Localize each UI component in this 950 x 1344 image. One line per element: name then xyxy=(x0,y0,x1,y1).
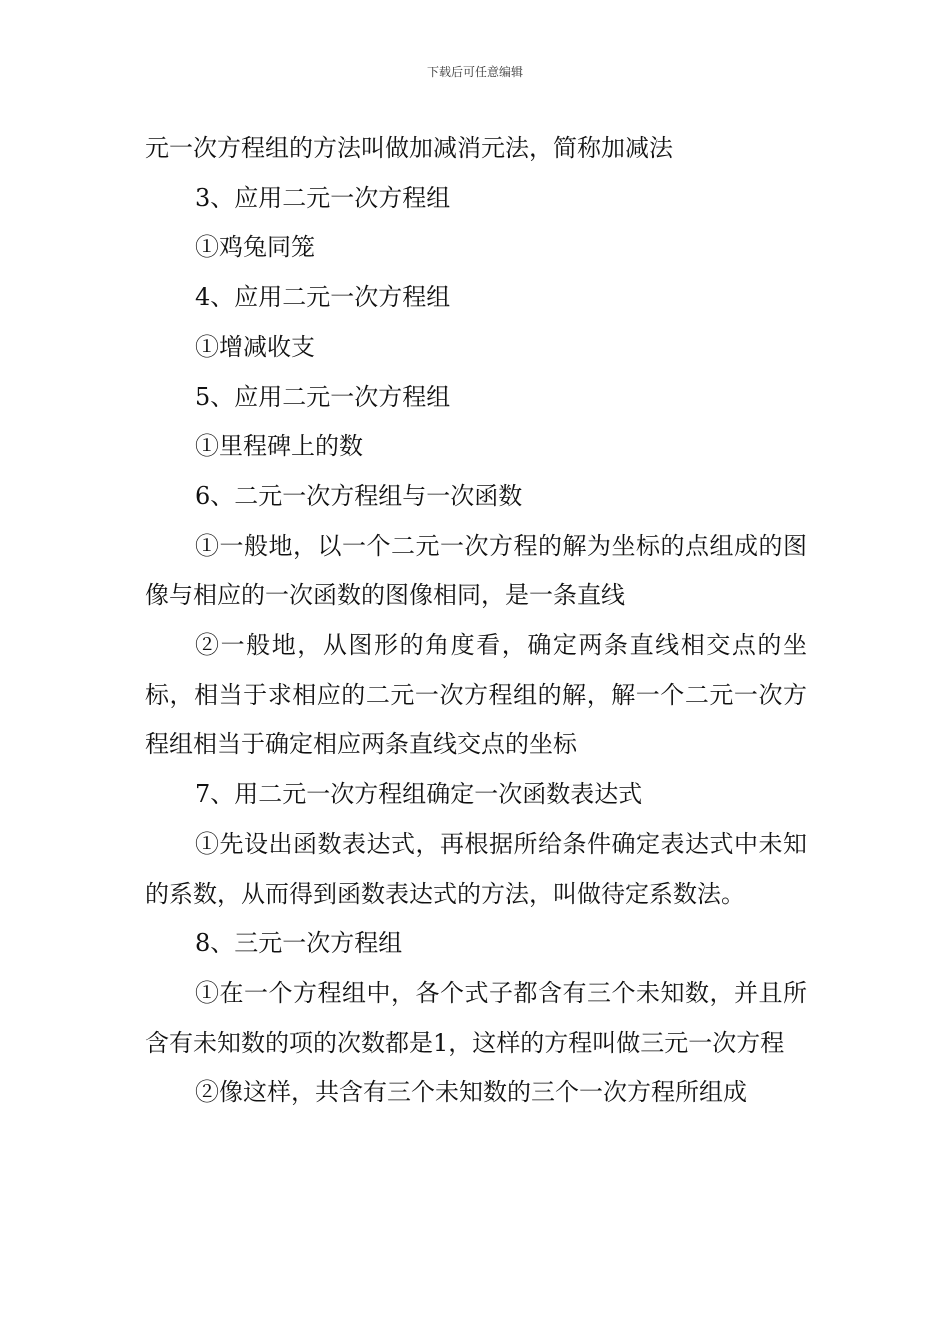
paragraph-continuation: 元一次方程组的方法叫做加减消元法，简称加减法 xyxy=(145,134,673,162)
list-item: ②一般地，从图形的角度看，确定两条直线相交点的坐标，相当于求相应的二元一次方程组的解，解一个二元一次方程组相当于确定相应两条直线交点的坐标 xyxy=(145,631,807,759)
list-item: ①鸡兔同笼 xyxy=(195,233,315,262)
list-item: ①一般地，以一个二元一次方程的解为坐标的点组成的图像与相应的一次函数的图像相同，是一条直线 xyxy=(145,531,807,610)
page-header: 下载后可任意编辑 xyxy=(426,65,523,79)
section-heading-6: 6、二元一次方程组与一次函数 xyxy=(195,481,523,510)
section-heading-5: 5、应用二元一次方程组 xyxy=(195,382,451,411)
list-item: ①在一个方程组中，各个式子都含有三个未知数，并且所含有未知数的项的次数都是1，这样的方程叫做三元一次方程 xyxy=(145,978,807,1057)
list-item: ②像这样，共含有三个未知数的三个一次方程所组成 xyxy=(195,1078,747,1107)
section-heading-7: 7、用二元一次方程组确定一次函数表达式 xyxy=(195,780,643,809)
list-item: ①增减收支 xyxy=(195,332,315,361)
list-item: ①里程碑上的数 xyxy=(195,432,363,461)
document-body xyxy=(145,124,807,1118)
section-heading-4: 4、应用二元一次方程组 xyxy=(195,283,451,312)
list-item: ①先设出函数表达式，再根据所给条件确定表达式中未知的系数，从而得到函数表达式的方法，叫做待定系数法。 xyxy=(145,829,807,908)
section-heading-3: 3、应用二元一次方程组 xyxy=(195,183,451,212)
section-heading-8: 8、三元一次方程组 xyxy=(195,929,403,958)
